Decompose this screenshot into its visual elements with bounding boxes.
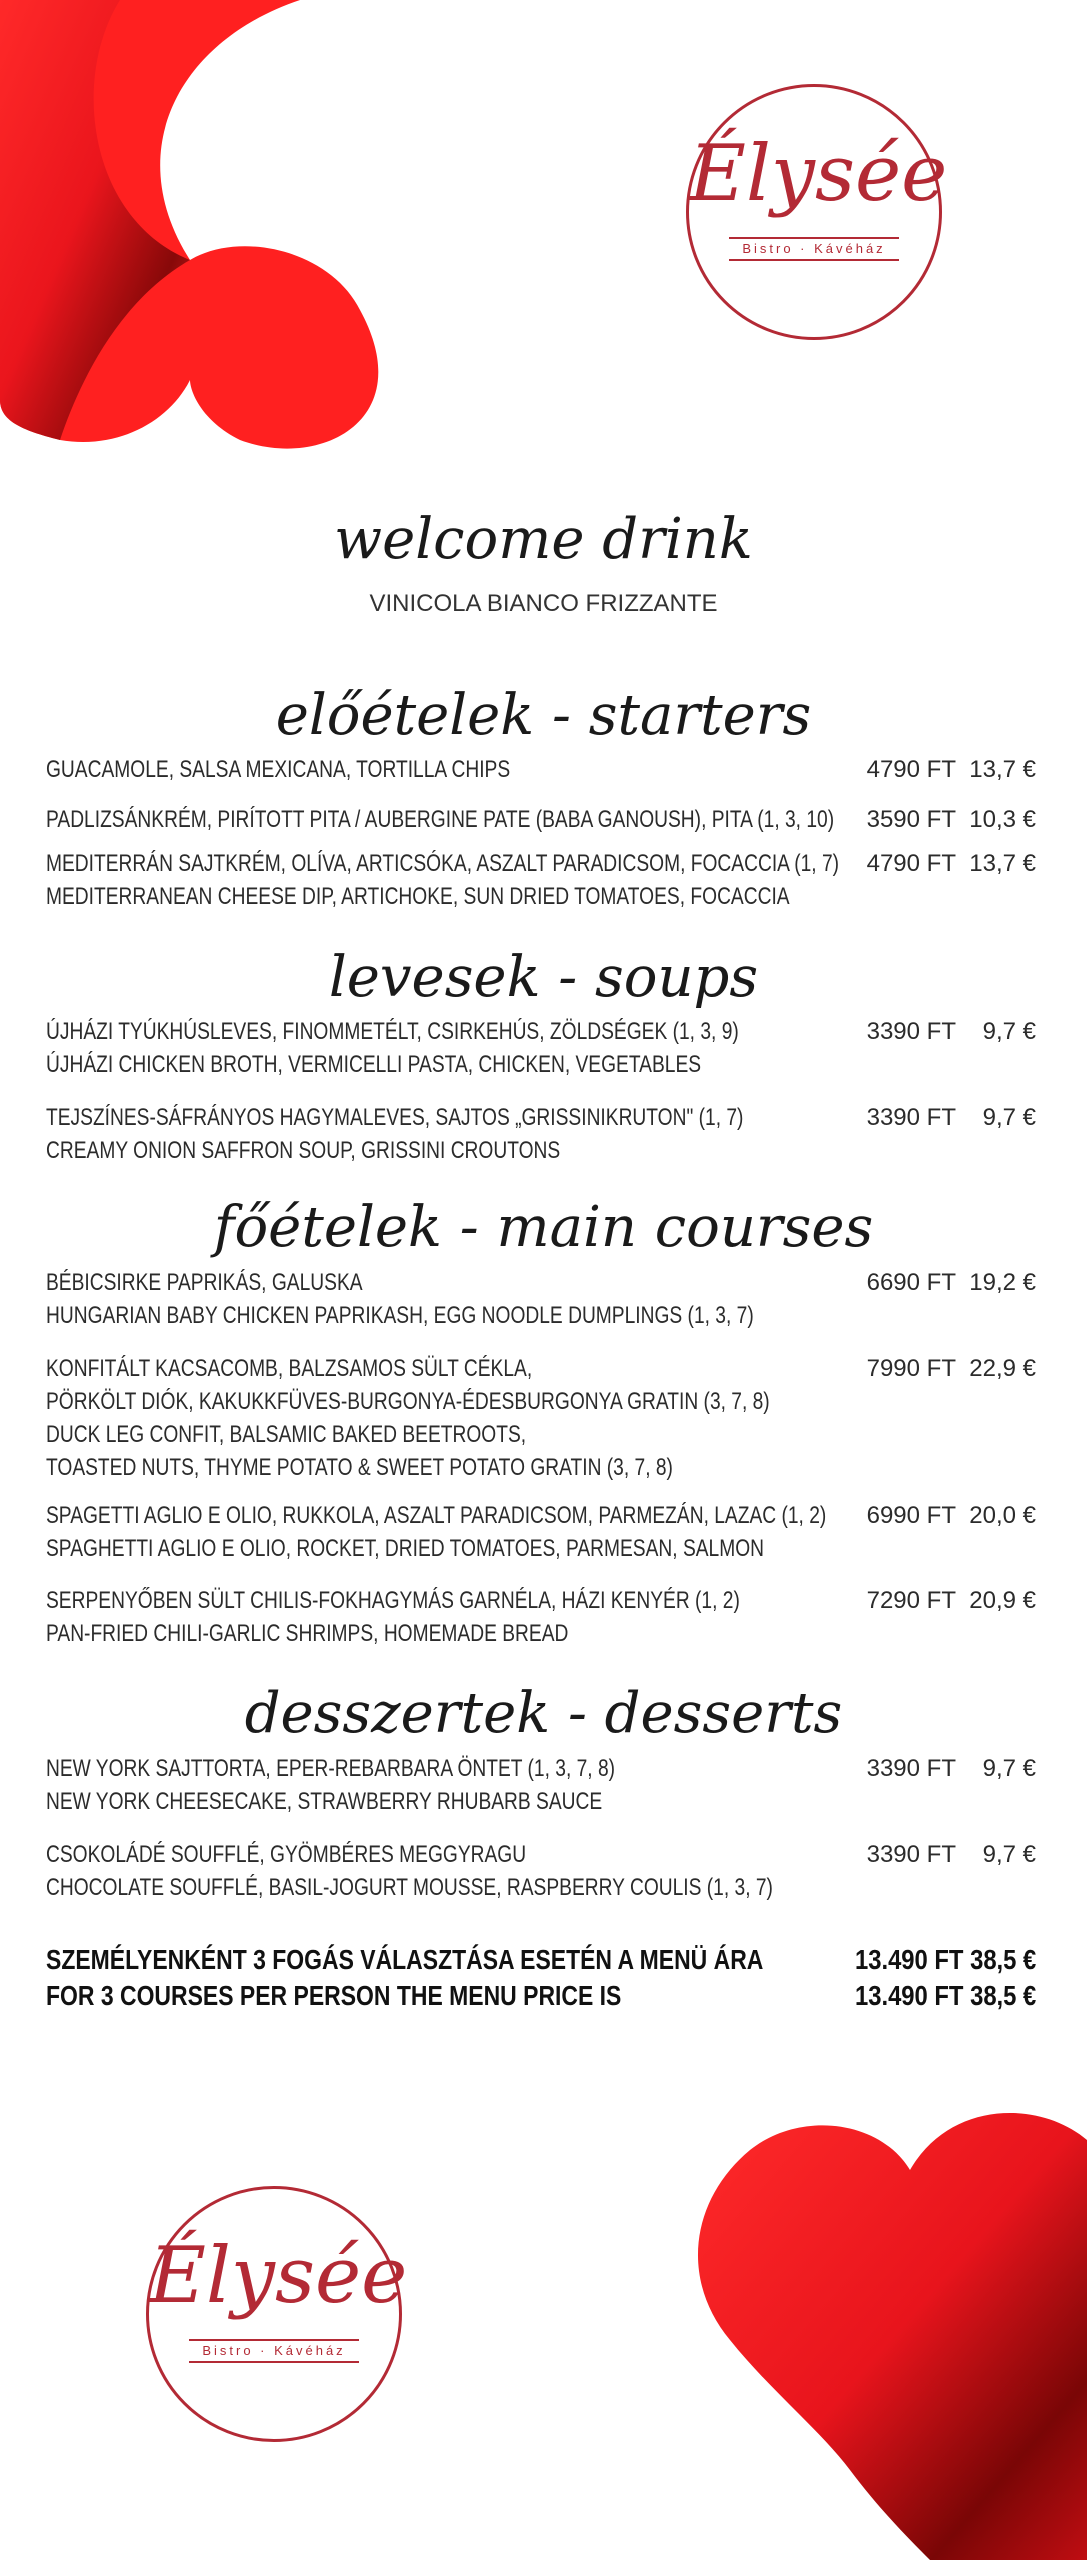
price-ft: 3590 FT bbox=[866, 806, 956, 833]
total-text: SZEMÉLYENKÉNT 3 FOGÁS VÁLASZTÁSA ESETÉN A MENÜ ÁRA bbox=[46, 1944, 764, 1975]
item-line: BÉBICSIRKE PAPRIKÁS, GALUSKA bbox=[46, 1269, 363, 1296]
price-eur: 20,9 € bbox=[969, 1587, 1036, 1614]
menu-item bbox=[46, 1584, 1036, 1650]
heart-bottom-right-decoration bbox=[680, 2110, 1087, 2560]
price-ft: 6990 FT bbox=[866, 1502, 956, 1529]
menu-item bbox=[46, 1015, 1036, 1081]
item-line: DUCK LEG CONFIT, BALSAMIC BAKED BEETROOTS, bbox=[46, 1421, 527, 1448]
price-eur: 13,7 € bbox=[969, 756, 1036, 783]
price-eur: 9,7 € bbox=[982, 1755, 1036, 1782]
item-line: PAN-FRIED CHILI-GARLIC SHRIMPS, HOMEMADE BREAD bbox=[46, 1620, 569, 1647]
price-ft: 7990 FT bbox=[866, 1355, 956, 1382]
brand-logo-top bbox=[686, 84, 948, 340]
item-line: CSOKOLÁDÉ SOUFFLÉ, GYÖMBÉRES MEGGYRAGU bbox=[46, 1841, 527, 1868]
menu-item bbox=[46, 1838, 1036, 1904]
brand-logo-bottom bbox=[146, 2186, 408, 2442]
menu-item bbox=[46, 1352, 1036, 1484]
price-ft: 4790 FT bbox=[866, 850, 956, 877]
section-title-desserts: desszertek - desserts bbox=[244, 1681, 843, 1746]
item-line: NEW YORK SAJTTORTA, EPER-REBARBARA ÖNTET (1, 3, 7, 8) bbox=[46, 1755, 616, 1782]
menu-total-en bbox=[46, 1980, 1036, 2012]
item-line: NEW YORK CHEESECAKE, STRAWBERRY RHUBARB SAUCE bbox=[46, 1788, 603, 1815]
section-title-soups: levesek - soups bbox=[328, 945, 759, 1010]
price-ft: 4790 FT bbox=[866, 756, 956, 783]
price-ft: 3390 FT bbox=[866, 1018, 956, 1045]
price-eur: 10,3 € bbox=[969, 806, 1036, 833]
total-price: 13.490 FT 38,5 € bbox=[854, 1980, 1036, 2011]
price-ft: 7290 FT bbox=[866, 1587, 956, 1614]
total-text: FOR 3 COURSES PER PERSON THE MENU PRICE IS bbox=[46, 1980, 622, 2011]
item-line: SERPENYŐBEN SÜLT CHILIS-FOKHAGYMÁS GARNÉLA, HÁZI KENYÉR (1, 2) bbox=[46, 1587, 740, 1614]
item-line: GUACAMOLE, SALSA MEXICANA, TORTILLA CHIPS bbox=[46, 756, 511, 783]
menu-item bbox=[46, 1101, 1036, 1167]
price-eur: 9,7 € bbox=[982, 1104, 1036, 1131]
item-line: HUNGARIAN BABY CHICKEN PAPRIKASH, EGG NOODLE DUMPLINGS (1, 3, 7) bbox=[46, 1302, 754, 1329]
item-line: CREAMY ONION SAFFRON SOUP, GRISSINI CROUTONS bbox=[46, 1137, 561, 1164]
brand-logo-subtitle: Bistro · Kávéház bbox=[729, 237, 899, 261]
welcome-drink: VINICOLA BIANCO FRIZZANTE bbox=[369, 590, 718, 617]
item-line: PADLIZSÁNKRÉM, PIRÍTOTT PITA / AUBERGINE PATE (BABA GANOUSH), PITA (1, 3, 10) bbox=[46, 806, 835, 833]
menu-total-hu bbox=[46, 1944, 1036, 1976]
item-line: TEJSZÍNES-SÁFRÁNYOS HAGYMALEVES, SAJTOS „GRISSINIKRUTON" (1, 7) bbox=[46, 1104, 744, 1131]
section-title-starters: előételek - starters bbox=[275, 683, 812, 748]
menu-item bbox=[46, 803, 1036, 836]
item-line: SPAGETTI AGLIO E OLIO, RUKKOLA, ASZALT PARADICSOM, PARMEZÁN, LAZAC (1, 2) bbox=[46, 1502, 827, 1529]
menu-item bbox=[46, 753, 1036, 786]
item-line: ÚJHÁZI CHICKEN BROTH, VERMICELLI PASTA, CHICKEN, VEGETABLES bbox=[46, 1051, 702, 1078]
brand-logo-wordmark: Élysée bbox=[149, 2231, 408, 2321]
item-line: CHOCOLATE SOUFFLÉ, BASIL-JOGURT MOUSSE, RASPBERRY COULIS (1, 3, 7) bbox=[46, 1874, 773, 1901]
price-ft: 3390 FT bbox=[866, 1104, 956, 1131]
welcome-title: welcome drink bbox=[334, 507, 753, 572]
total-price: 13.490 FT 38,5 € bbox=[854, 1944, 1036, 1975]
price-eur: 22,9 € bbox=[969, 1355, 1036, 1382]
item-line: ÚJHÁZI TYÚKHÚSLEVES, FINOMMETÉLT, CSIRKEHÚS, ZÖLDSÉGEK (1, 3, 9) bbox=[46, 1018, 739, 1045]
price-ft: 3390 FT bbox=[866, 1841, 956, 1868]
menu-item bbox=[46, 1752, 1036, 1818]
price-eur: 19,2 € bbox=[969, 1269, 1036, 1296]
item-line: SPAGHETTI AGLIO E OLIO, ROCKET, DRIED TOMATOES, PARMESAN, SALMON bbox=[46, 1535, 765, 1562]
heart-top-left-decoration bbox=[0, 0, 420, 460]
item-line: TOASTED NUTS, THYME POTATO & SWEET POTATO GRATIN (3, 7, 8) bbox=[46, 1454, 673, 1481]
item-line: PÖRKÖLT DIÓK, KAKUKKFÜVES-BURGONYA-ÉDESBURGONYA GRATIN (3, 7, 8) bbox=[46, 1388, 770, 1415]
brand-logo-subtitle: Bistro · Kávéház bbox=[189, 2339, 359, 2363]
brand-logo-wordmark: Élysée bbox=[689, 129, 948, 219]
price-eur: 9,7 € bbox=[982, 1841, 1036, 1868]
menu-item bbox=[46, 847, 1036, 913]
menu-item bbox=[46, 1499, 1036, 1565]
price-ft: 6690 FT bbox=[866, 1269, 956, 1296]
price-eur: 20,0 € bbox=[969, 1502, 1036, 1529]
price-ft: 3390 FT bbox=[866, 1755, 956, 1782]
item-line: KONFITÁLT KACSACOMB, BALZSAMOS SÜLT CÉKLA, bbox=[46, 1355, 533, 1382]
item-line: MEDITERRÁN SAJTKRÉM, OLÍVA, ARTICSÓKA, ASZALT PARADICSOM, FOCACCIA (1, 7) bbox=[46, 850, 840, 877]
price-eur: 9,7 € bbox=[982, 1018, 1036, 1045]
section-title-main-courses: főételek - main courses bbox=[213, 1195, 874, 1260]
price-eur: 13,7 € bbox=[969, 850, 1036, 877]
menu-item bbox=[46, 1266, 1036, 1332]
item-line: MEDITERRANEAN CHEESE DIP, ARTICHOKE, SUN DRIED TOMATOES, FOCACCIA bbox=[46, 883, 790, 910]
